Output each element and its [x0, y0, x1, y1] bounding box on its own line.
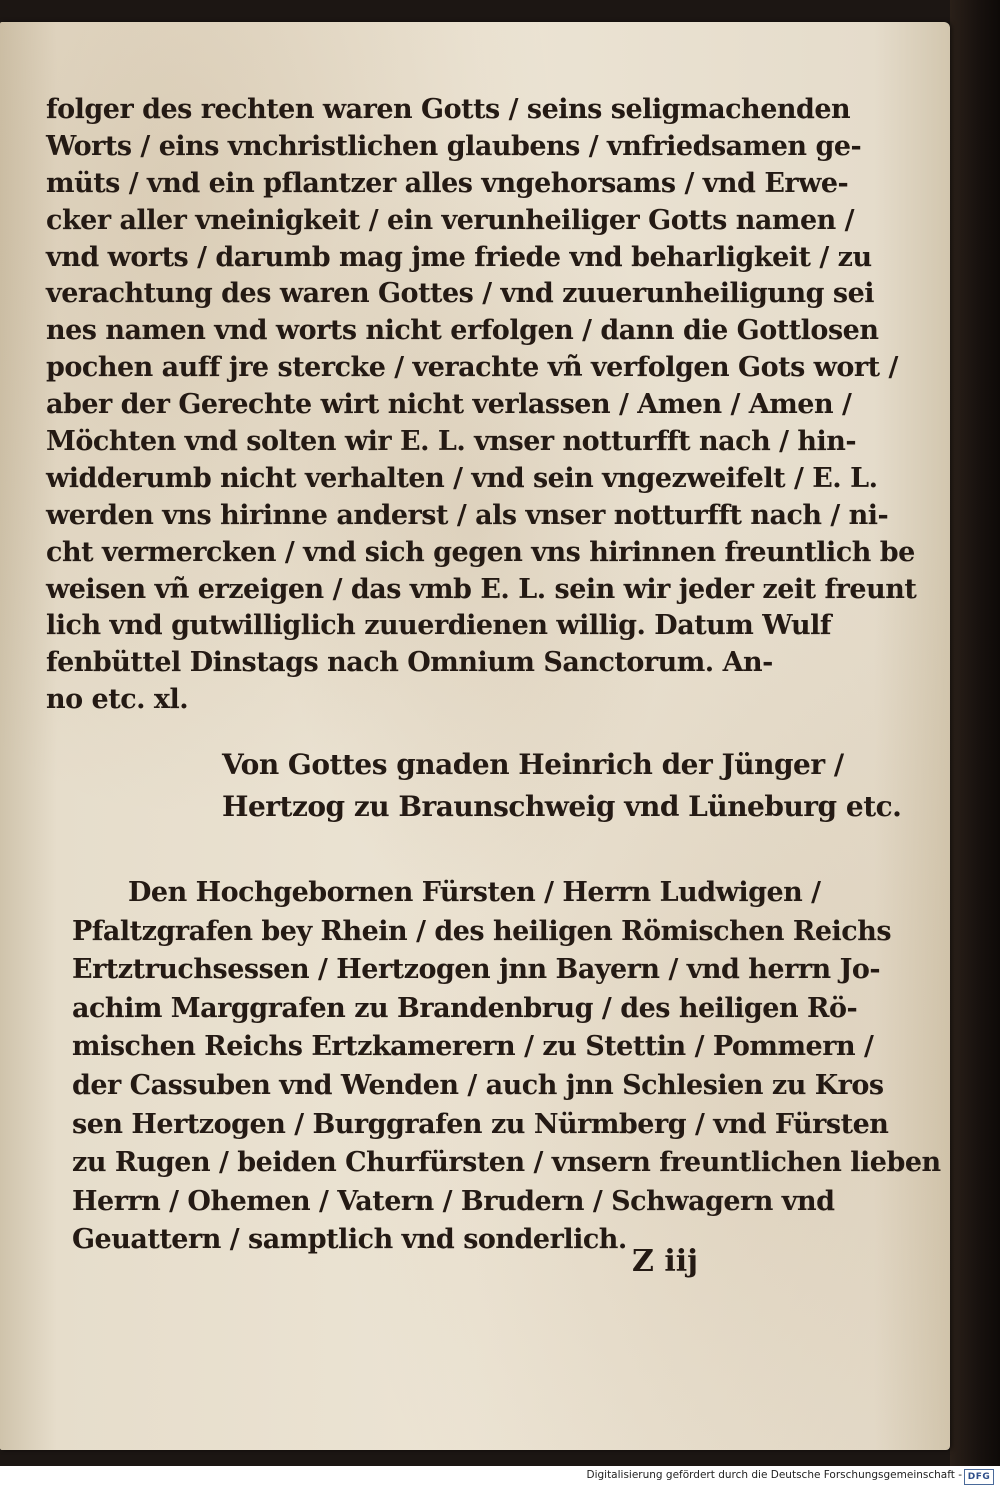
text-line: no etc. xl.: [46, 684, 189, 716]
address-line: Pfaltzgrafen bey Rhein / des heiligen Römischen Reichs: [72, 915, 892, 947]
address-line: Geuattern / samptlich vnd sonderlich.: [72, 1224, 627, 1256]
funding-notice: Digitalisierung gefördert durch die Deutsche Forschungsgemeinschaft -: [586, 1469, 962, 1481]
text-line: nes namen vnd worts nicht erfolgen / dann die Gottlosen: [46, 315, 879, 347]
text-line: cht vermercken / vnd sich gegen vns hirinnen freuntlich be: [46, 536, 915, 568]
text-line: fenbüttel Dinstags nach Omnium Sanctorum. An-: [46, 647, 773, 679]
address-line: zu Rugen / beiden Churfürsten / vnsern freuntlichen lieben: [72, 1147, 941, 1179]
letter-address: [72, 874, 941, 1260]
signature-mark: Z iij: [632, 1244, 698, 1279]
address-line: Den Hochgebornen Fürsten / Herrn Ludwigen /: [128, 877, 821, 908]
text-line: müts / vnd ein pflantzer alles vngehorsams / vnd Erwe-: [46, 167, 849, 199]
signature-line: Von Gottes gnaden Heinrich der Jünger /: [222, 748, 844, 781]
address-line: achim Marggrafen zu Brandenbrug / des heiligen Rö-: [72, 992, 858, 1024]
footer: [0, 1466, 1000, 1487]
dfg-logo-icon[interactable]: DFG: [964, 1469, 994, 1485]
text-line: verachtung des waren Gottes / vnd zuuerunheiligung sei: [46, 278, 875, 310]
text-line: folger des rechten waren Gotts / seins seligmachenden: [46, 94, 851, 125]
text-line: widderumb nicht verhalten / vnd sein vngezweifelt / E. L.: [46, 462, 878, 494]
address-line: Herrn / Ohemen / Vatern / Brudern / Schwagern vnd: [72, 1185, 835, 1217]
text-line: werden vns hirinne anderst / als vnser notturfft nach / ni-: [46, 499, 889, 531]
text-line: cker aller vneinigkeit / ein verunheiliger Gotts namen /: [46, 204, 855, 236]
text-line: weisen vñ erzeigen / das vmb E. L. sein wir jeder zeit freunt: [46, 573, 917, 605]
text-line: vnd worts / darumb mag jme friede vnd beharligkeit / zu: [46, 241, 872, 273]
address-line: Ertztruchsessen / Hertzogen jnn Bayern / vnd herrn Jo-: [72, 954, 881, 986]
letter-signature: [222, 744, 902, 828]
address-line: sen Hertzogen / Burggrafen zu Nürmberg / vnd Fürsten: [72, 1108, 889, 1140]
text-line: Worts / eins vnchristlichen glaubens / vnfriedsamen ge-: [46, 130, 862, 162]
letter-body: [46, 92, 917, 719]
text-line: pochen auff jre stercke / verachte vñ verfolgen Gots wort /: [46, 352, 898, 384]
address-line: mischen Reichs Ertzkamerern / zu Stettin / Pommern /: [72, 1031, 874, 1063]
address-line: der Cassuben vnd Wenden / auch jnn Schlesien zu Kros: [72, 1069, 884, 1101]
book-spine-edge: [950, 0, 1000, 1466]
signature-line: Hertzog zu Braunschweig vnd Lüneburg etc.: [222, 790, 902, 823]
text-line: Möchten vnd solten wir E. L. vnser notturfft nach / hin-: [46, 426, 857, 458]
text-line: aber der Gerechte wirt nicht verlassen / Amen / Amen /: [46, 389, 852, 421]
text-line: lich vnd gutwilliglich zuuerdienen willig. Datum Wulf: [46, 610, 832, 642]
